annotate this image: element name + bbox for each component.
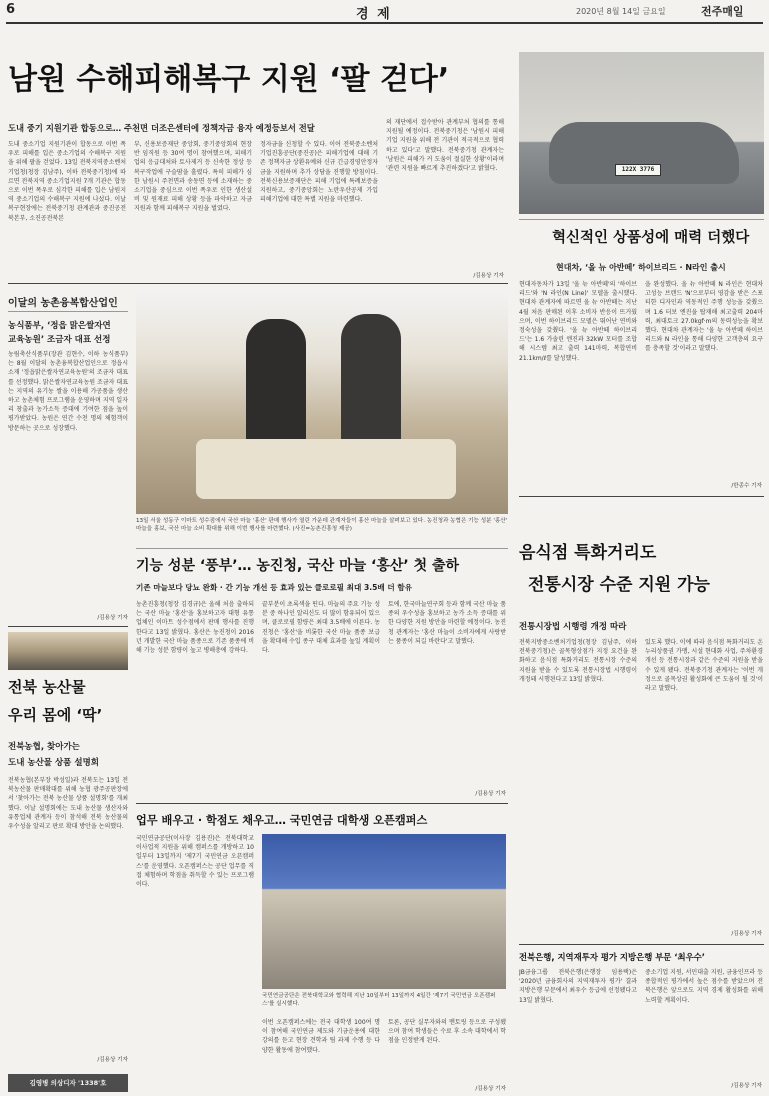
article-col: 현대자동차가 13일 '올 뉴 아반떼'의 '하이브리드'와 'N 라인(N Line)' 모델을 출시했다. 현대차 관계자에 따르면 올 뉴 아반떼는 지난 4월 처음 판매된 이후 소비자 반응이 뜨거웠으며, 이번 하이브리드 모델은 뛰어난 연비와 정숙성을 갖췄다. '올 뉴 아반떼 하이브리드'는 1.6 가솔린 엔진과 32kW 모터를 조합해 시스템 최고 출력 141마력, 복합연비 21.1km/ℓ를 달성했다.	[519, 281, 637, 362]
section-title: 경 제	[356, 7, 392, 22]
byline: /한종수 기자	[731, 483, 762, 489]
page-header	[6, 2, 763, 24]
article-col: 전북지방중소벤처기업청(청장 김남주, 이하 전북중기청)은 골목형상점가 지정 요건을 완화하고 음식점 특화거리도 전통시장 수준의 지원을 받을 수 있도록 전통시장법 시행령이 개정돼 시행된다고 13일 밝혔다.	[519, 639, 637, 683]
article-col: 국민연금공단(이사장 김용진)은 전북대학교 이사업적 지원을 위해 캠퍼스를 개방하고 10일부터 13일까지 '제7기 국민연금 오픈캠퍼스'를 운영했다. 오픈캠퍼스는 공단 업무를 직접 체험하며 학점을 취득할 수 있는 프로그램이다.	[136, 835, 254, 889]
garlic-display	[196, 439, 456, 499]
divider	[519, 219, 764, 220]
headline-nps: 업무 배우고 · 학점도 채우고… 국민연금 대학생 오픈캠퍼스	[136, 814, 428, 827]
byline: /김용상 기자	[475, 791, 506, 797]
divider	[8, 311, 128, 312]
byline: /김용상 기자	[731, 1083, 762, 1089]
divider	[8, 626, 128, 627]
ad-banner: 김영병 의상디자 '1338'호	[8, 1074, 128, 1092]
article-col: 부, 신용보증재단 중앙회, 중기중앙회의 현장반 임직원 등 30여 명이 참여했으며, 피해기업의 응급대처와 토사제거 등 신속한 정상 등 복구작업에 구슬땀을 흘렸다. 특히 피해가 심한 남원시 주천면과 송동면 등에 소재하는 중소기업을 중심으로 이번 폭우로 인한 생산설비 및 원재료 피해 상황 등을 파악하고 자금 지원과 함께 피해복구 지원을 벌였다.	[134, 141, 252, 213]
byline: /김용상 기자	[475, 1086, 506, 1092]
byline: /김용상 기자	[473, 273, 504, 279]
byline: /김용상 기자	[97, 615, 128, 621]
article-col: 끝부분이 초록색을 띤다. 마늘의 주요 기능 성분 중 하나인 알리신도 더 많이 함유되어 있으며, 클로로필 함량은 최대 3.5배에 이른다. 농진청은 '홍산'을 비롯한 국산 마늘 품종 보급을 확대해 수입 종구 대체 효과를 높일 계획이다.	[262, 601, 380, 655]
caption-text: 13일 서울 성동구 이마트 성수점에서 국산 마늘 '홍산' 판매 행사가 열린 가운데 관계자들이 홍산 마늘을 살펴보고 있다. 농진청과 농협은 기능 성분 '홍산' 마늘을 홍보, 국산 마늘 소비 확대를 위해 이번 행사를 마련했다.	[136, 518, 508, 532]
divider	[519, 944, 764, 945]
article-col: 정자금을 신청할 수 있다. 이어 전북중소벤처기업진흥공단(중진공)은 피해기업에 대해 기존 정책자금 상환유예와 신규 긴급경영안정자금을 지원하며 추가 상담을 진행할 방침이다. 전북신용보증재단은 피해 기업에 특례보증을 지원하고, 중기중앙회는 노란우산공제 가입 피해기업에 대한 특별 지원을 마련했다.	[260, 141, 378, 204]
article-col: 있도록 했다. 이에 따라 음식점 특화거리도 온누리상품권 가맹, 시설 현대화 사업, 주차환경 개선 등 전통시장과 같은 수준의 지원을 받을 수 있게 됐다. 전북중기청 관계자는 '이번 개정으로 골목상권 활성화에 큰 도움이 될 것'이라고 말했다.	[645, 639, 763, 693]
article-col: 도내 중소기업 지원기관이 합동으로 이번 폭우로 피해를 입은 중소기업의 수해복구 지원을 위해 팔을 걷었다. 13일 전북지역중소벤처기업청(청장 김남주), 이하 전북중기청)에 따르면 전북지역 중소기업지원 7개 기관은 합동으로 이번 폭우로 심각한 피해를 입은 남원지역 중소기업의 수해복구 지원에 나섰다. 이날 복구현장에는 전북중기청 관계관과 중진공전북본부, 소진공전북본	[8, 141, 126, 222]
subhead-avante: 현대차, ‘올 뉴 아반떼’ 하이브리드 · N라인 출시	[556, 263, 726, 272]
divider	[519, 496, 764, 497]
headline-jeonbuk: 전북 농산물	[8, 678, 86, 696]
newspaper-brand: 전주매일	[701, 5, 744, 18]
headline-avante: 혁신적인 상품성에 매력 더했다	[552, 230, 750, 246]
headline-jbbank: 전북은행, 지역재투자 평가 지방은행 부문 ‘최우수’	[519, 952, 705, 962]
article-col: 농림축산식품부(장관 김현수, 이하 농식품부)는 8월 이달의 농촌융복합산업인으로 정읍시 소재 '정읍맑은쌀자연교육농원'의 조금자 대표를 선정했다. 맑은쌀자연교육농원 조금자 대표는 지역의 유기농 쌀을 이용해 가공품을 생산하고 농촌체험 프로그램을 운영하며 지역 일자리 창출과 농가소득 증대에 기여한 점을 높이 평가받았다. 농원은 연간 수천 명의 체험객이 방문하는 곳으로 성장했다.	[8, 351, 128, 432]
subhead-market: 전통시장법 시행령 개정 따라	[519, 622, 627, 632]
article-col: 이번 오픈캠퍼스에는 전국 대학생 100여 명이 참여해 국민연금 제도와 기금운용에 대한 강의를 듣고 현장 견학과 팀 과제 수행 등 다양한 활동에 참여했다.	[262, 1019, 380, 1054]
article-col: 토에, 한국마늘연구회 등과 함께 국산 마늘 품종의 우수성을 홍보하고 농가 소득 증대를 위한 다양한 지원 방안을 마련할 예정이다. 농진청 관계자는 '홍산 마늘이 소비자에게 사랑받는 품종이 되길 바란다'고 말했다.	[388, 601, 506, 645]
issue-date: 2020년 8월 14일 금요일	[576, 7, 666, 16]
divider	[8, 283, 508, 284]
article-col: 중소기업 지원, 서민대출 지원, 금융인프라 등 종합적인 평가에서 높은 점수를 받았으며 전북은행은 앞으로도 지역 경제 활성화를 위해 노력할 계획이다.	[645, 969, 763, 1004]
headline-market: 전통시장 수준 지원 가능	[528, 575, 710, 595]
subhead-jeonbuk: 전북농협, 찾아가는	[8, 742, 80, 752]
photo-credit: (사진=농촌진흥청 제공)	[292, 526, 352, 532]
kicker-monthly: 이달의 농촌융복합산업인	[8, 298, 118, 309]
divider	[136, 548, 508, 549]
subhead-farm: 교육농원’ 조금자 대표 선정	[8, 335, 111, 345]
article-col: 의 재단에서 접수받아 관계부처 협의를 통해 지원될 예정이다. 전북중기청은 '남원시 피해기업 지원을 위해 전 기관이 적극적으로 협력하고 있다'고 말했다. 전북중기청 관계자는 '남원은 피해가 커 도움이 절실한 상황'이라며 '관련 지원을 빠르게 추진하겠다'고 밝혔다.	[386, 119, 504, 173]
photo-caption	[136, 517, 508, 547]
divider	[136, 803, 508, 804]
garlic-event-photo	[136, 289, 508, 514]
car-photo	[519, 52, 764, 214]
subhead-jeonbuk: 도내 농산물 상품 설명회	[8, 758, 99, 768]
license-plate: 122X 3776	[615, 164, 661, 176]
article-col: 토론, 공단 실무자와의 멘토링 등으로 구성됐으며 참여 학생들은 수료 후 소속 대학에서 학점을 인정받게 된다.	[388, 1019, 506, 1045]
article-col: 을 완성했다. 올 뉴 아반떼 N 라인은 현대차 고성능 브랜드 'N'으로부터 영감을 받은 스포티한 디자인과 역동적인 주행 성능을 갖췄으며 1.6 터보 엔진을 탑재해 최고출력 204마력, 최대토크 27.0kgf·m의 동력성능을 확보했다. 현대차 관계자는 '올 뉴 아반떼 하이브리드와 N 라인을 통해 다양한 고객층의 요구를 충족할 것'이라고 말했다.	[645, 281, 763, 353]
byline: /김용상 기자	[731, 931, 762, 937]
article-col: 농촌진흥청(청장 김경규)은 올해 처음 출하되는 국산 마늘 '홍산'을 홍보하고자 대형 유통업체인 이마트 성수점에서 판매 행사를 진행한다고 13일 밝혔다. 홍산은 농진청이 2016년 개발한 국산 마늘 품종으로 기존 품종에 비해 기능 성분 함량이 높고 병해충에 강하다.	[136, 601, 254, 655]
photo-caption: 국민연금공단은 전북대학교와 협력해 지난 10일부터 13일까지 4일간 '제7기 국민연금 오픈캠퍼스'를 실시했다.	[262, 993, 496, 1007]
headline-namwon: 남원 수해피해복구 지원 ‘팔 걷다’	[8, 62, 450, 97]
headline-market: 음식점 특화거리도	[519, 543, 657, 563]
subhead-garlic: 기존 마늘보다 당뇨 완화 · 간 기능 개선 등 효과 있는 클로로필 최대 3.5배 더 함유	[136, 583, 413, 592]
subhead-farm: 농식품부, ‘정읍 맑은쌀자연	[8, 321, 111, 331]
headline-garlic: 기능 성분 ‘풍부’… 농진청, 국산 마늘 ‘홍산’ 첫 출하	[136, 558, 460, 574]
campus-photo	[262, 834, 506, 989]
article-col: 전북농협(본부장 박성일)과 전북도는 13일 전북농산물 판매확대를 위해 농협 광주공판장에서 '찾아가는 전북 농산물 상품 설명회'를 개최했다. 이날 설명회에는 도내 농산물 생산자와 유통업체 관계자 등이 참석해 전북 농산물의 우수성을 알리고 판로 확대 방안을 논의했다.	[8, 777, 128, 831]
group-photo	[8, 632, 128, 670]
page-number: 6	[6, 2, 16, 17]
byline: /김용상 기자	[97, 1057, 128, 1063]
subhead-namwon: 도내 중기 지원기관 합동으로… 주천면 더조은센터에 정책자금 융자 예정등보서 전달	[8, 123, 315, 133]
headline-jeonbuk: 우리 몸에 ‘딱’	[8, 706, 103, 724]
article-col: JB금융그룹 전북은행(은행장 임용택)은 '2020년 금융회사의 지역재투자 평가' 결과 지방은행 부문에서 최우수 등급에 선정됐다고 13일 밝혔다.	[519, 969, 637, 1004]
